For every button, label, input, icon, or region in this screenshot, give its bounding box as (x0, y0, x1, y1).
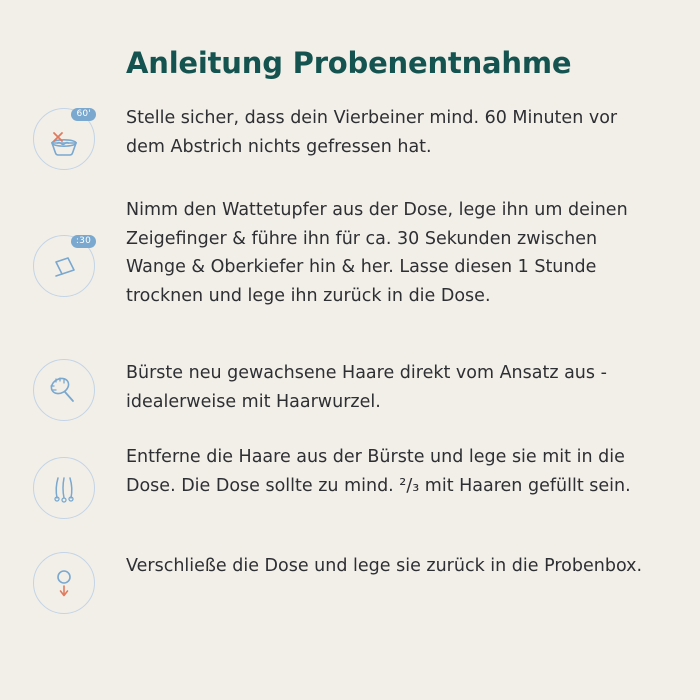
step-3-text: Bürste neu gewachsene Haare direkt vom Ansatz aus - idealerweise mit Haarwurzel. (126, 363, 607, 412)
dog-bowl-no-food-icon (33, 108, 95, 170)
list-item (0, 196, 700, 341)
step-4-icon-wrap (33, 457, 97, 521)
steps-list (0, 104, 700, 636)
step-4-text: Entferne die Haare aus der Bürste und lege sie mit in die Dose. Die Dose sollte zu mind. ²/₃ mit Haaren gefüllt sein. (126, 447, 631, 496)
cotton-swab-pad-icon (33, 235, 95, 297)
hair-brush-icon (33, 359, 95, 421)
step-5-text: Verschließe die Dose und lege sie zurück in die Probenbox. (126, 556, 643, 576)
step-2-text: Nimm den Wattetupfer aus der Dose, lege ihn um deinen Zeigefinger & führe ihn für ca. 30 Sekunden zwischen Wange & Oberkiefer hin & her. Lasse diesen 1 Stunde trocknen und lege ihn zurück in die Dose. (126, 200, 628, 306)
step-1-icon-wrap (33, 108, 97, 172)
step-3-icon-wrap (33, 359, 97, 423)
step-2-icon-wrap (33, 235, 97, 299)
close-tube-arrow-icon (33, 552, 95, 614)
step-1-text: Stelle sicher, dass dein Vierbeiner mind. 60 Minuten vor dem Abstrich nichts gefressen hat. (126, 108, 618, 157)
list-item (0, 552, 700, 622)
step-2-badge: :30 (71, 235, 96, 248)
list-item (0, 104, 700, 174)
list-item (0, 359, 700, 429)
hair-roots-icon (33, 457, 95, 519)
step-5-icon-wrap (33, 552, 97, 616)
list-item (0, 443, 700, 538)
page-title: Anleitung Probenentnahme (126, 46, 572, 80)
step-1-badge: 60' (71, 108, 96, 121)
